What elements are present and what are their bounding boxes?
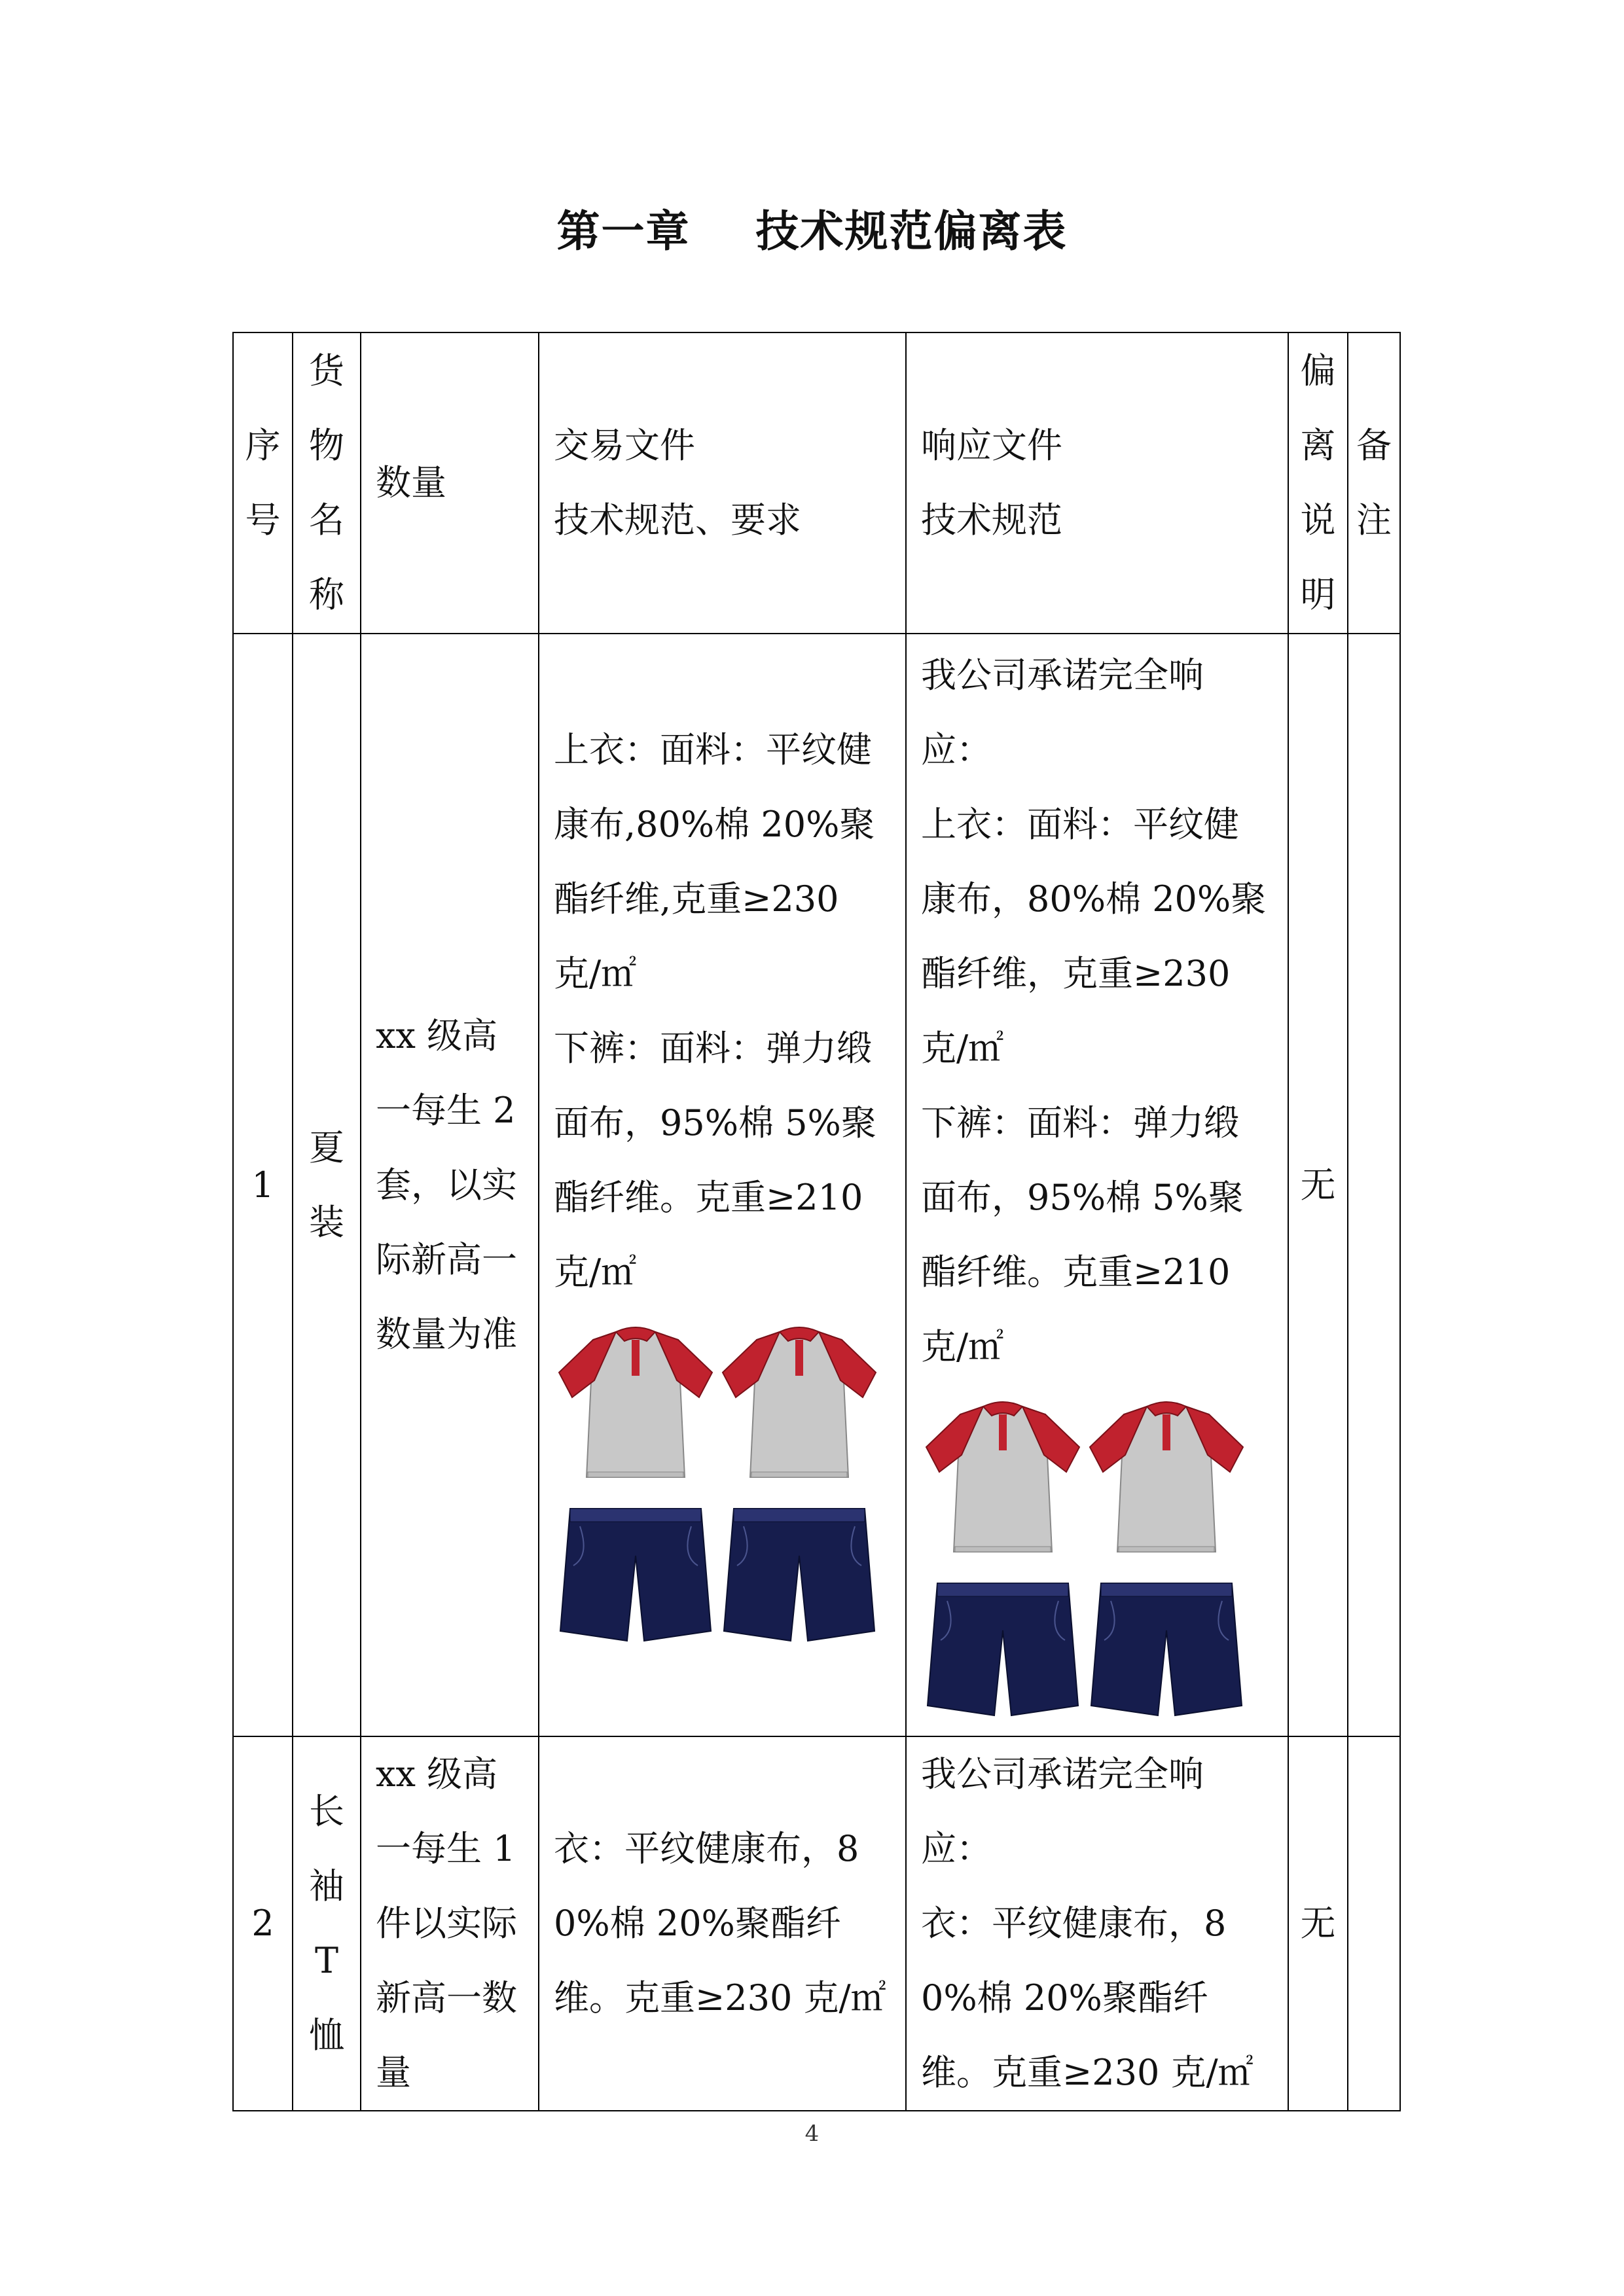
waistband: [1101, 1583, 1232, 1596]
row2-seq: 2: [251, 1903, 274, 1944]
row1-seq-cell: [233, 634, 293, 1736]
row2-resp-line2: 衣：平纹健康布，80%棉 20%聚酯纤维。克重≥230 克/㎡: [921, 1903, 1254, 2093]
polo-shirt-back-image: [717, 1320, 881, 1490]
row1-trade-cell: [539, 634, 906, 1736]
collar: [983, 1402, 1022, 1416]
deviation-table: [232, 332, 1401, 2111]
header-resp-doc-line2: 技术规范: [921, 499, 1062, 541]
row1-trade-line2: 下裤：面料：弹力缎面布，95%棉 5%聚酯纤维。克重≥210 克/㎡: [554, 1028, 876, 1293]
table-header-row: [233, 332, 1400, 634]
hem: [955, 1547, 1051, 1552]
shorts-row: [554, 1503, 881, 1644]
placket: [1163, 1414, 1170, 1450]
row1-deviation: 无: [1300, 1164, 1336, 1206]
header-resp-doc-cell: [906, 332, 1288, 634]
shorts-row: [921, 1578, 1248, 1719]
polo-shirt-row: [921, 1395, 1248, 1565]
row2-qty: xx 级高一每生 1 件以实际新高一数量: [376, 1753, 517, 2093]
row1-resp-line3: 下裤：面料：弹力缎面布，95%棉 5%聚酯纤维。克重≥210 克/㎡: [921, 1102, 1244, 1367]
row1-resp-cell: [906, 634, 1288, 1736]
header-trade-doc-line1: 交易文件: [554, 425, 695, 466]
header-goods: 货物名称: [309, 350, 344, 615]
row1-resp-line2: 上衣：面料：平纹健康布，80%棉 20%聚酯纤维，克重≥230 克/㎡: [921, 804, 1267, 1069]
header-qty-cell: [361, 332, 539, 634]
row1-qty-cell: [361, 634, 539, 1736]
row1-resp-line1: 我公司承诺完全响应：: [921, 655, 1204, 770]
row2-resp-line1: 我公司承诺完全响应：: [921, 1753, 1204, 1869]
shorts-image: [921, 1578, 1085, 1719]
polo-shirt-image: [554, 1320, 717, 1490]
row1-goods: 夏装: [309, 1126, 344, 1243]
header-qty: 数量: [376, 462, 446, 503]
shorts-body: [560, 1509, 711, 1641]
row1-deviation-cell: [1288, 634, 1348, 1736]
header-trade-doc-cell: [539, 332, 906, 634]
row1-trade-line1: 上衣：面料：平纹健康布,80%棉 20%聚酯纤维,克重≥230 克/㎡: [554, 729, 875, 994]
header-remark-cell: [1348, 332, 1400, 634]
header-resp-doc-line1: 响应文件: [921, 425, 1062, 466]
shorts-back-image: [1085, 1578, 1248, 1719]
uniform-illustration: [554, 1310, 891, 1644]
table-row: [233, 1736, 1400, 2111]
hem: [1119, 1547, 1214, 1552]
waistband: [734, 1509, 865, 1522]
row2-seq-cell: [233, 1736, 293, 2111]
placket: [999, 1414, 1007, 1450]
header-goods-cell: [293, 332, 361, 634]
header-trade-doc-line2: 技术规范、要求: [554, 499, 801, 541]
row2-trade-line1: 衣：平纹健康布，80%棉 20%聚酯纤维。克重≥230 克/㎡: [554, 1828, 886, 2018]
row2-deviation: 无: [1300, 1903, 1336, 1944]
placket: [632, 1340, 640, 1376]
row1-qty: xx 级高一每生 2 套，以实际新高一数量为准: [376, 1014, 517, 1355]
row2-goods-cell: [293, 1736, 361, 2111]
hem: [588, 1472, 683, 1477]
row1-remark-cell: [1348, 634, 1400, 1736]
polo-shirt-row: [554, 1320, 881, 1490]
row2-resp-cell: [906, 1736, 1288, 2111]
header-seq-cell: [233, 332, 293, 634]
shorts-body: [1091, 1583, 1242, 1715]
waistband: [937, 1583, 1068, 1596]
shorts-body: [724, 1509, 875, 1641]
header-seq: 序号: [245, 425, 281, 541]
uniform-illustration-response: [921, 1384, 1273, 1719]
page-title: 第一章 技术规范偏离表: [556, 206, 1068, 257]
collar: [1147, 1402, 1186, 1416]
row1-goods-cell: [293, 634, 361, 1736]
shorts-back-image: [717, 1503, 881, 1644]
row2-deviation-cell: [1288, 1736, 1348, 2111]
page-number: 4: [804, 2121, 820, 2147]
polo-shirt-image: [921, 1395, 1085, 1565]
row2-remark-cell: [1348, 1736, 1400, 2111]
table-row: [233, 634, 1400, 1736]
collar: [616, 1327, 655, 1341]
placket: [795, 1340, 803, 1376]
polo-shirt-back-image: [1085, 1395, 1248, 1565]
shorts-body: [928, 1583, 1078, 1715]
row2-qty-cell: [361, 1736, 539, 2111]
row2-trade-cell: [539, 1736, 906, 2111]
header-deviation-cell: [1288, 332, 1348, 634]
waistband: [570, 1509, 701, 1522]
row2-goods: 长袖T恤: [309, 1791, 344, 2056]
header-deviation: 偏离说明: [1300, 350, 1336, 615]
header-remark: 备注: [1356, 425, 1392, 541]
hem: [751, 1472, 847, 1477]
row1-seq: 1: [251, 1164, 274, 1206]
shorts-image: [554, 1503, 717, 1644]
collar: [780, 1327, 819, 1341]
